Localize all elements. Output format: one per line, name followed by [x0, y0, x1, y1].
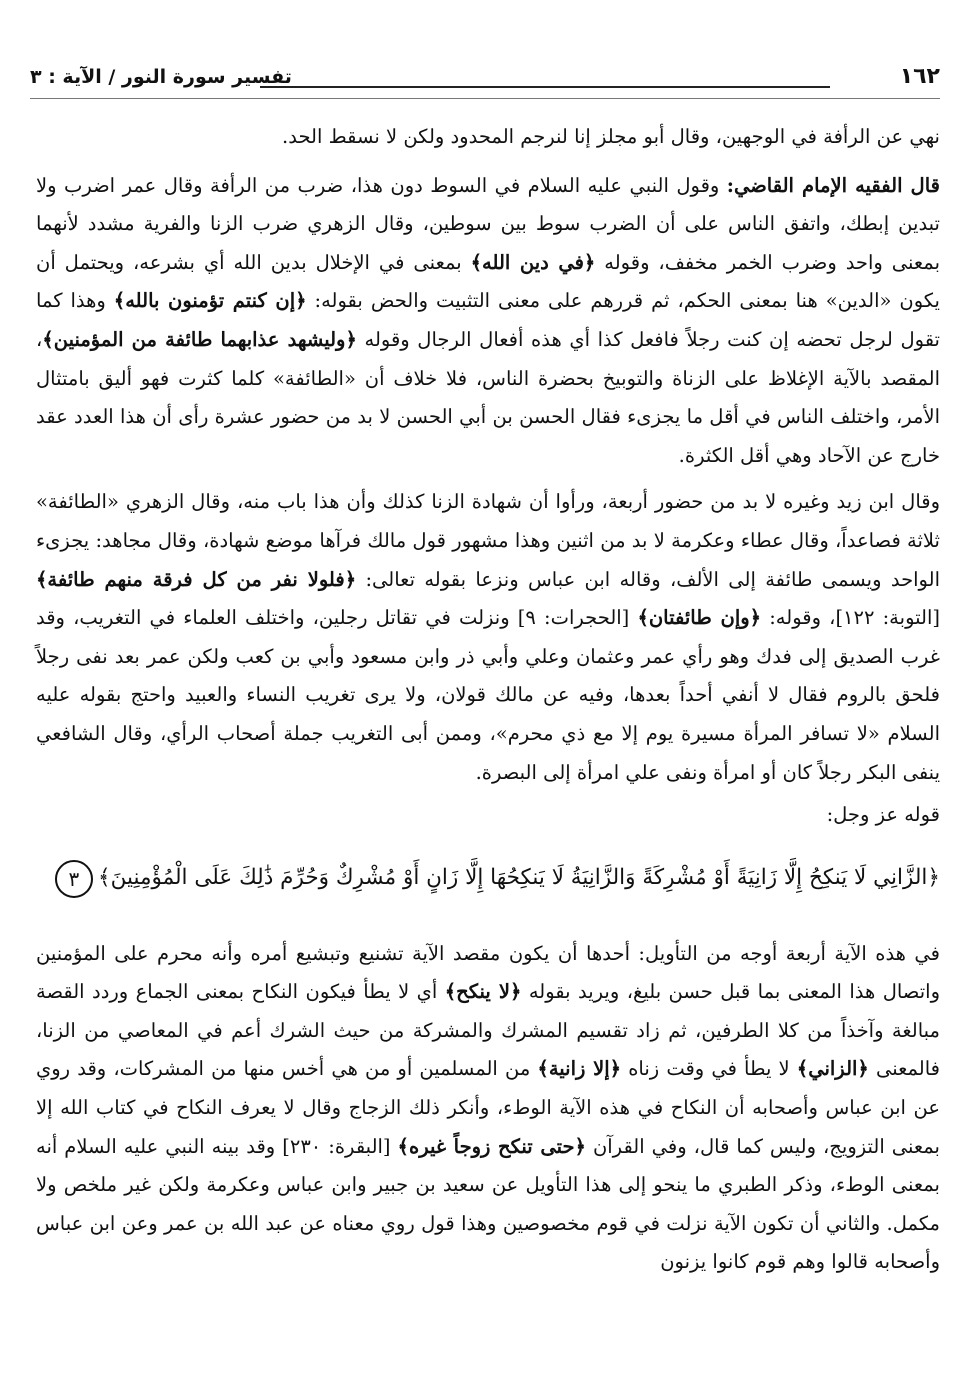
quran-quote: ﴿إلا زانية﴾ — [537, 1057, 622, 1081]
quran-verse — [36, 841, 940, 915]
paragraph-text: من المسلمين أو من هي أخس منها من المشركات، وقد روي عن ابن عباس وأصحابه أن النكاح في هذه الآية الوطء، وأنكر ذلك الزجاج وقال لا يعرف النكاح في كتاب الله إلا بمعنى التزويج، وليس كما قال، وفي القرآن — [36, 1057, 940, 1158]
paragraph-text: بمعنى في الإخلال بدين الله أي بشرعه، ويحتمل أن يكون «الدين» هنا بمعنى الحكم، ثم قررهم على معنى التثبيت والحض بقوله: — [36, 250, 940, 313]
quran-quote: ﴿حتى تنكح زوجاً غيره﴾ — [397, 1134, 586, 1158]
quran-quote: ﴿الزاني﴾ — [796, 1057, 869, 1081]
paragraph-text: في هذه الآية أربعة أوجه من التأويل: أحدها أن يكون مقصد الآية تشنيع وتبشيع أمره وأنه محرم على المؤمنين واتصال هذا المعنى بما قبل حسن بليغ، ويريد بقوله — [36, 941, 940, 1004]
quran-quote: ﴿في دين الله﴾ — [470, 250, 596, 274]
speaker-heading: قال الفقيه الإمام القاضي: — [726, 173, 940, 197]
paragraph-5 — [36, 935, 940, 1282]
quran-quote: ﴿إن كنتم تؤمنون بالله﴾ — [113, 289, 307, 313]
paragraph-text: [البقرة: ٢٣٠] وقد بينه النبي عليه السلام أنه بمعنى الوطء، وذكر الطبري ما ينحو إلى هذا التأويل عن سعيد بن جبير وابن عباس وعكرمة ولكن غير ملخص ولا مكمل. والثاني أن تكون الآية نزلت في قوم مخصوصين وهذا قول روي معناه عن عبد الله بن عمر وعن ابن عباس وأصحابه قالوا وهم قوم كانوا يزنون — [36, 1134, 940, 1274]
paragraph-text: ، المقصد بالآية الإغلاظ على الزناة والتوبيخ بحضرة الناس، فلا خلاف أن «الطائفة» كلما كثرت فهو أليق بامتثال الأمر، واختلف الناس في أقل ما يجزىء فقال الحسن بن أبي الحسن لا بد من حضور عشرة رأى أن هذا العدد عقد خارج عن الآحاد وهي أقل الكثرة. — [36, 327, 940, 467]
quran-quote: ﴿فلولا نفر من كل فرقة منهم طائفة﴾ — [36, 567, 357, 591]
paragraph-text: [التوبة: ١٢٢]، وقوله: — [761, 606, 940, 630]
paragraph-3 — [36, 483, 940, 792]
paragraph-text: نهي عن الرأفة في الوجهين، وقال أبو مجلز إنا لنرجم المحدود ولكن لا نسقط الحد. — [282, 125, 940, 148]
quran-quote: ﴿لا ينكح﴾ — [444, 980, 522, 1004]
paragraph-text: أي لا يطأ فيكون النكاح بمعنى الجماع وردد القصة مبالغة وآخذاً من كلا الطرفين، ثم زاد تقسيم المشرك والمشركة من حيث الشرك أعم في المعاصي من الزنا، فالمعنى — [36, 980, 941, 1081]
page-body — [36, 118, 940, 1282]
page-number: ١٦٢ — [899, 64, 940, 89]
verse-intro — [36, 796, 940, 835]
header-divider — [30, 98, 940, 99]
paragraph-text: لا يطأ في وقت زناه — [621, 1057, 797, 1081]
paragraph-text: قوله عز وجل: — [826, 803, 940, 827]
quran-quote: ﴿وإن طائفتان﴾ — [637, 606, 762, 630]
paragraph-text: وقول النبي عليه السلام في السوط دون هذا، ضرب من الرأفة وقال عمر اضرب ولا تبدين إبطك، واتفق الناس على أن الضرب سوط بين سوطين، وقال الزهري ضرب الزنا والفرية مشدد لأنهما بمعنى واحد وضرب الخمر مخفف، وقوله — [36, 173, 941, 274]
verse-text: ﴿الزَّانِي لَا يَنكِحُ إِلَّا زَانِيَةً أَوْ مُشْرِكَةً وَالزَّانِيَةُ لَا يَنكِحُهَا إِلَّا زَانٍ أَوْ مُشْرِكٌ وَحُرِّمَ ذَٰلِكَ عَلَى الْمُؤْمِنِينَ﴾ — [98, 864, 940, 890]
running-title: تفسير سورة النور / الآية : ٣ — [30, 66, 292, 88]
quran-quote: ﴿وليشهد عذابهما طائفة من المؤمنين﴾ — [42, 327, 357, 351]
paragraph-text: [الحجرات: ٩] ونزلت في تقاتل رجلين، واختلف العلماء في التغريب، وقد غرب الصديق إلى فدك وهو رأي عمر وعثمان وعلي وأبي ذر وابن مسعود وأبي بن كعب ولكن عمر بعد نفى رجلاً فلحق بالروم فقال لا أنفي أحداً بعدها، وفيه عن مالك قولان، ولا يرى تغريب النساء والعبيد واحتج بقوله عليه السلام «لا تسافر المرأة مسيرة يوم إلا مع ذي محرم»، وممن أبى التغريب جملة أصحاب الرأي، وقال الشافعي ينفى البكر رجلاً كان أو امرأة ونفى علي امرأة إلى البصرة. — [36, 606, 940, 784]
paragraph-1 — [36, 118, 940, 157]
paragraph-2 — [36, 167, 940, 476]
paragraph-text: وقال ابن زيد وغيره لا بد من حضور أربعة، ورأوا أن شهادة الزنا كذلك وأن هذا باب منه، وقال الزهري «الطائفة» ثلاثة فصاعداً، وقال عطاء وعكرمة لا بد من اثنين وهذا مشهور قول مالك فرآها موضع شهادة، وقال مجاهد: يجزىء الواحد ويسمى طائفة إلى الألف، وقاله ابن عباس ونزعا بقوله تعالى: — [36, 490, 940, 591]
page-header — [30, 62, 940, 102]
header-rule — [260, 86, 830, 88]
verse-number-marker: ٣ — [55, 860, 93, 898]
paragraph-text: وهذا كما تقول لرجل تحضه إن كنت رجلاً فافعل كذا أي هذه أفعال الرجال وقوله — [36, 289, 940, 351]
